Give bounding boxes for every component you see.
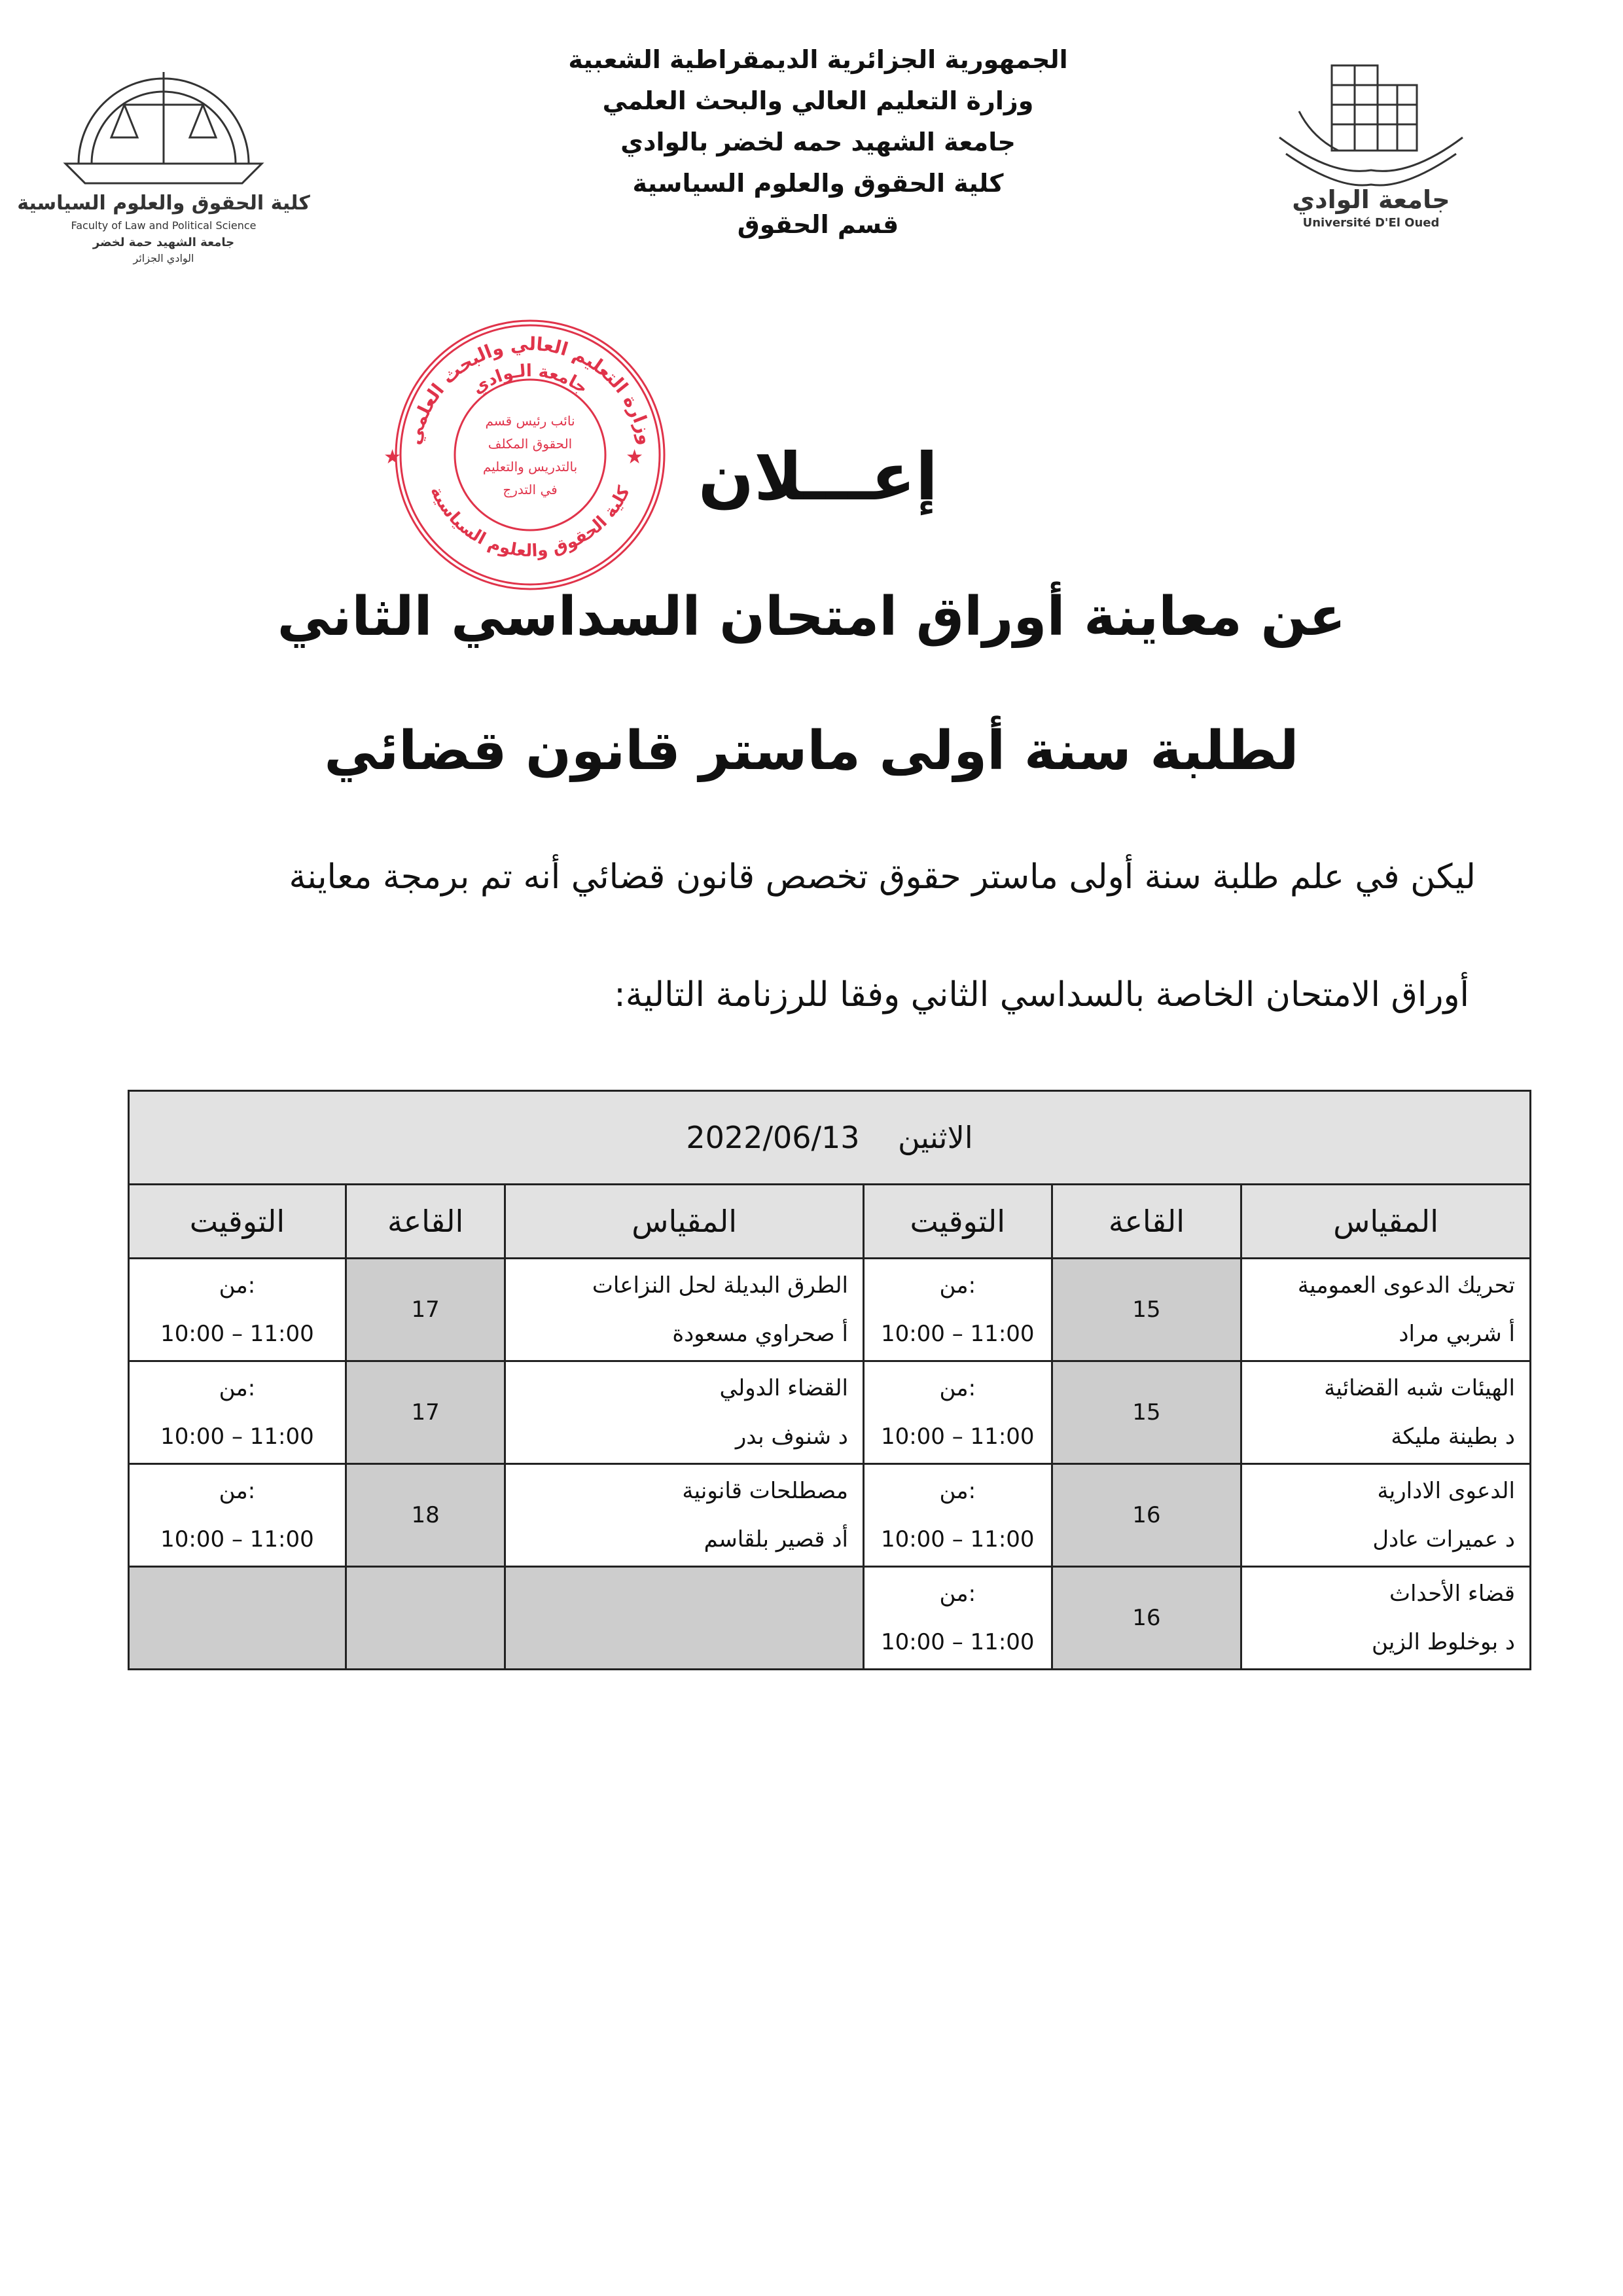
empty-cell [129, 1567, 346, 1670]
teacher-name: د شنوف بدر [735, 1424, 848, 1450]
time-cell [129, 1259, 346, 1361]
room-cell: 17 [346, 1259, 505, 1361]
time-cell [863, 1464, 1052, 1567]
column-header-subject: المقياس [1241, 1185, 1531, 1259]
schedule-day: الاثنين [898, 1120, 973, 1155]
column-header-time: التوقيت [863, 1185, 1052, 1259]
subject-cell [1241, 1567, 1531, 1670]
header-university: جامعة الشهيد حمه لخضر بالوادي [620, 128, 1016, 156]
time-range: 10:00 – 11:00 [880, 1321, 1035, 1347]
subject-name: الدعوى الادارية [1377, 1478, 1515, 1504]
table-row [129, 1464, 1531, 1567]
faculty-logo [17, 33, 310, 268]
table-row [129, 1567, 1531, 1670]
faculty-logo-text: كلية الحقوق والعلوم السياسية [17, 192, 310, 215]
time-cell [863, 1361, 1052, 1464]
time-from-label: من: [939, 1581, 976, 1607]
teacher-name: أ صحراوي مسعودة [672, 1321, 848, 1347]
room-cell: 16 [1052, 1567, 1241, 1670]
header-block [458, 39, 1178, 245]
time-range: 10:00 – 11:00 [880, 1526, 1035, 1552]
svg-text:وزارة التعليم العالي والبحث ال [403, 332, 657, 446]
time-range: 10:00 – 11:00 [160, 1526, 314, 1552]
stamp-inner-line: في التدرج [503, 482, 558, 497]
table-row [129, 1259, 1531, 1361]
subject-cell [505, 1464, 864, 1567]
schedule-day-header [129, 1091, 1531, 1185]
header-faculty: كلية الحقوق والعلوم السياسية [632, 169, 1004, 198]
stamp-inner-line: الحقوق المكلف [488, 436, 573, 452]
header-ministry: وزارة التعليم العالي والبحث العلمي [602, 86, 1034, 115]
room-cell: 15 [1052, 1361, 1241, 1464]
schedule-table [128, 1090, 1531, 1670]
time-from-label: من: [939, 1375, 976, 1401]
stamp-star-icon: ★ [626, 446, 643, 469]
subject-cell [505, 1361, 864, 1464]
schedule-date: 2022/06/13 [686, 1120, 860, 1155]
teacher-name: د بوخلوط الزين [1372, 1629, 1515, 1655]
time-cell [129, 1361, 346, 1464]
subject-name: الطرق البديلة لحل النزاعات [592, 1272, 848, 1299]
schedule-header-row [129, 1185, 1531, 1259]
stamp-bottom-text: كلية الحقوق والعلوم السياسية [426, 483, 634, 561]
header-department: قسم الحقوق [737, 210, 899, 239]
university-logo-subtext: Université D'El Oued [1302, 216, 1440, 230]
subject-name: القضاء الدولي [719, 1375, 848, 1401]
faculty-logo-caption-1: جامعة الشهيد حمة لخضر [92, 236, 235, 249]
announcement-subtitle-1: عن معاينة أوراق امتحان السداسي الثاني [277, 586, 1346, 648]
time-from-label: من: [939, 1272, 976, 1299]
time-range: 10:00 – 11:00 [880, 1629, 1035, 1655]
empty-cell [346, 1567, 505, 1670]
announcement-title: إعـــلان [698, 439, 938, 515]
empty-cell [505, 1567, 864, 1670]
stamp-star-icon: ★ [383, 446, 401, 469]
stamp-outer-text: وزارة التعليم العالي والبحث العلمي [402, 332, 658, 447]
body-paragraph-line-2: أوراق الامتحان الخاصة بالسداسي الثاني وفقا للرزنامة التالية: [614, 975, 1469, 1014]
time-cell [863, 1259, 1052, 1361]
faculty-logo-subtext: Faculty of Law and Political Science [71, 219, 257, 232]
teacher-name: أد قصير بلقاسم [704, 1526, 848, 1552]
table-row [129, 1361, 1531, 1464]
announcement-subtitle-2: لطلبة سنة أولى ماستر قانون قضائي [324, 720, 1299, 782]
subject-name: قضاء الأحداث [1389, 1581, 1515, 1607]
column-header-time: التوقيت [129, 1185, 346, 1259]
body-paragraph-line-1: ليكن في علم طلبة سنة أولى ماستر حقوق تخصص قانون قضائي أنه تم برمجة معاينة [289, 857, 1476, 897]
header-republic: الجمهورية الجزائرية الديمقراطية الشعبية [568, 45, 1068, 74]
subject-cell [505, 1259, 864, 1361]
subject-name: تحريك الدعوى العمومية [1297, 1272, 1515, 1299]
schedule-day-row [129, 1091, 1531, 1185]
time-range: 10:00 – 11:00 [160, 1321, 314, 1347]
subject-name: الهيئات شبه القضائية [1324, 1375, 1515, 1401]
room-cell: 18 [346, 1464, 505, 1567]
time-from-label: من: [219, 1272, 256, 1299]
teacher-name: د عميرات عادل [1372, 1526, 1515, 1552]
subject-name: مصطلحات قانونية [682, 1478, 848, 1504]
subject-cell [1241, 1259, 1531, 1361]
stamp-inner-line: نائب رئيس قسم [485, 413, 575, 429]
time-from-label: من: [219, 1478, 256, 1504]
stamp-middle-text: جامعة الـوادي [469, 361, 592, 399]
svg-text:جامعة الـوادي [469, 361, 591, 399]
subject-cell [1241, 1464, 1531, 1567]
room-cell: 17 [346, 1361, 505, 1464]
teacher-name: أ شربي مراد [1399, 1321, 1515, 1347]
column-header-subject: المقياس [505, 1185, 864, 1259]
time-cell [129, 1464, 346, 1567]
column-header-room: القاعة [1052, 1185, 1241, 1259]
university-logo [1260, 39, 1482, 229]
time-from-label: من: [219, 1375, 256, 1401]
time-cell [863, 1567, 1052, 1670]
room-cell: 15 [1052, 1259, 1241, 1361]
column-header-room: القاعة [346, 1185, 505, 1259]
time-range: 10:00 – 11:00 [880, 1424, 1035, 1450]
faculty-logo-caption-2: الوادي الجزائر [133, 252, 194, 264]
time-range: 10:00 – 11:00 [160, 1424, 314, 1450]
teacher-name: د بطينة مليكة [1391, 1424, 1515, 1450]
university-logo-text: جامعة الوادي [1292, 185, 1450, 214]
time-from-label: من: [939, 1478, 976, 1504]
subject-cell [1241, 1361, 1531, 1464]
stamp-inner-line: بالتدريس والتعليم [482, 459, 578, 475]
room-cell: 16 [1052, 1464, 1241, 1567]
